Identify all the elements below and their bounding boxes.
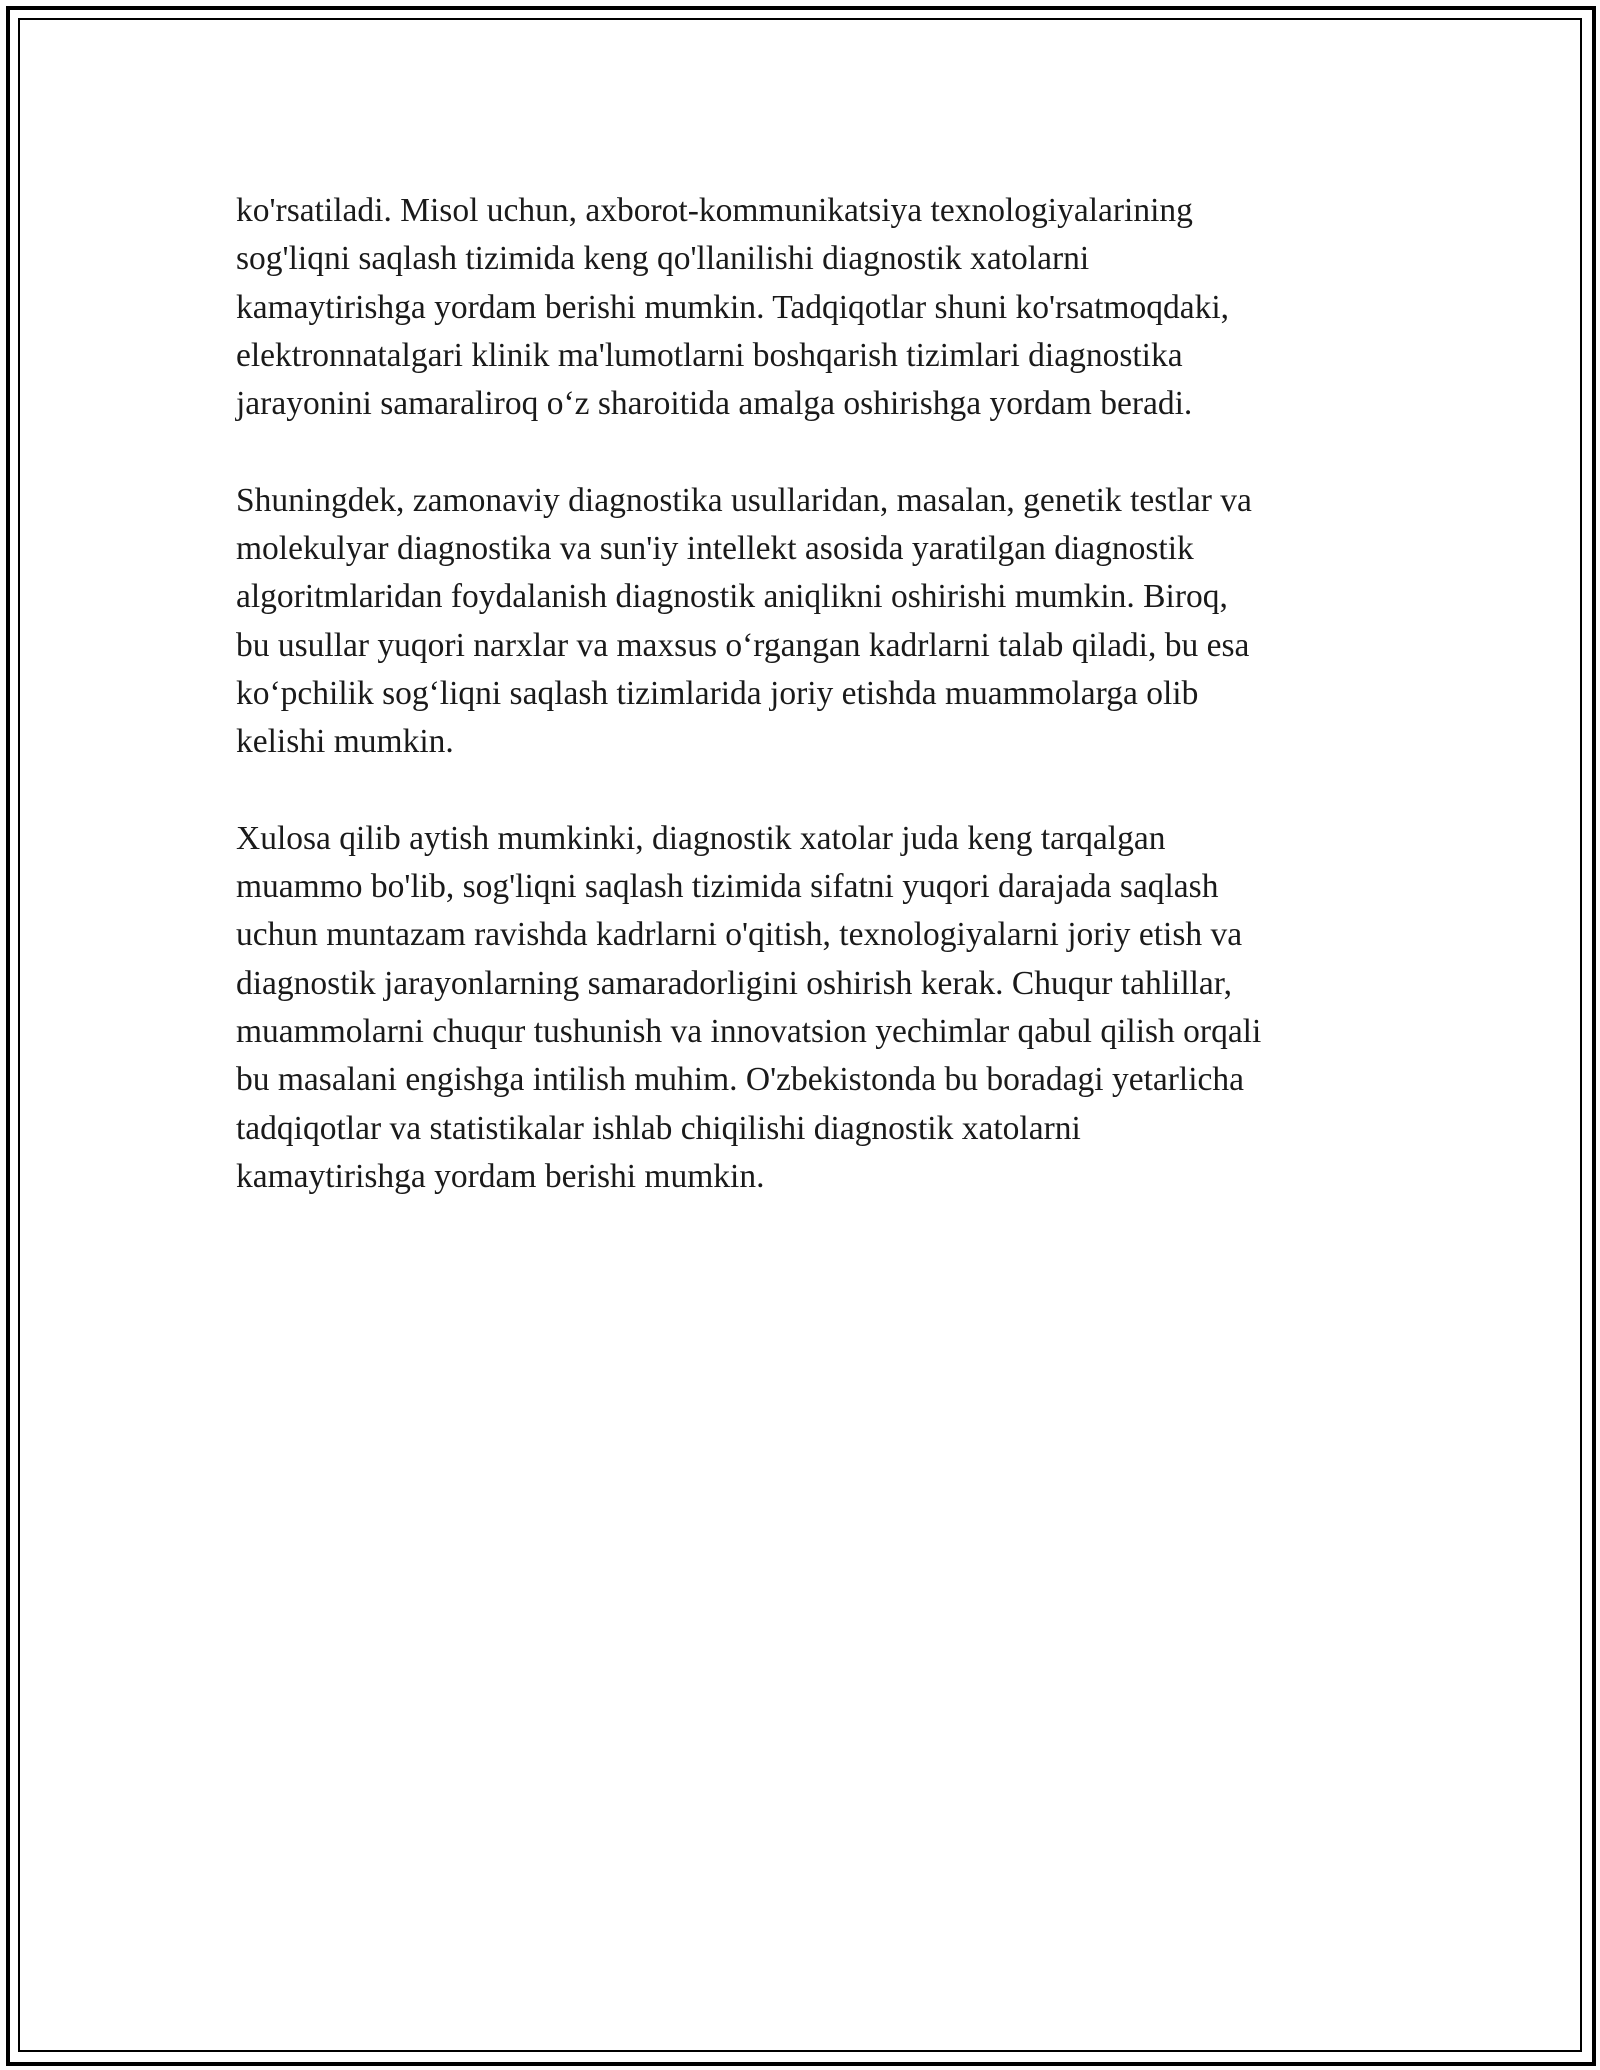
paragraph-2 — [236, 477, 1416, 767]
document-body — [236, 187, 1416, 1250]
text-line: muammolarni chuqur tushunish va innovatsion yechimlar qabul qilish orqali — [236, 1013, 1262, 1051]
text-line: tadqiqotlar va statistikalar ishlab chiqilishi diagnostik xatolarni — [236, 1109, 1081, 1147]
text-line: Shuningdek, zamonaviy diagnostika usullaridan, masalan, genetik testlar va — [236, 481, 1252, 519]
paragraph-3 — [236, 815, 1416, 1201]
text-line: muammo bo'lib, sog'liqni saqlash tizimida sifatni yuqori darajada saqlash — [236, 868, 1219, 906]
text-line: uchun muntazam ravishda kadrlarni o'qitish, texnologiyalarni joriy etish va — [236, 916, 1243, 954]
text-line: bu masalani engishga intilish muhim. O'zbekistonda bu boradagi yetarlicha — [236, 1061, 1245, 1099]
text-line: kamaytirishga yordam berishi mumkin. — [236, 1157, 765, 1195]
text-line: molekulyar diagnostika va sun'iy intellekt asosida yaratilgan diagnostik — [236, 530, 1194, 568]
text-line: Xulosa qilib aytish mumkinki, diagnostik xatolar juda keng tarqalgan — [236, 819, 1166, 857]
text-line: sog'liqni saqlash tizimida keng qo'llanilishi diagnostik xatolarni — [236, 240, 1090, 278]
text-line: algoritmlaridan foydalanish diagnostik aniqlikni oshirishi mumkin. Biroq, — [236, 578, 1228, 616]
text-line: ko'rsatiladi. Misol uchun, axborot-kommunikatsiya texnologiyalarining — [236, 192, 1193, 229]
text-line: kelishi mumkin. — [236, 723, 454, 761]
text-line: jarayonini samaraliroq oʻz sharoitida amalga oshirishga yordam beradi. — [236, 385, 1193, 423]
text-line: elektronnatalgari klinik ma'lumotlarni boshqarish tizimlari diagnostika — [236, 336, 1183, 374]
text-line: bu usullar yuqori narxlar va maxsus oʻrgangan kadrlarni talab qiladi, bu esa — [236, 626, 1250, 664]
text-line: diagnostik jarayonlarning samaradorligini oshirish kerak. Chuqur tahlillar, — [236, 964, 1232, 1002]
text-line: kamaytirishga yordam berishi mumkin. Tadqiqotlar shuni ko'rsatmoqdaki, — [236, 288, 1230, 326]
text-line: koʻpchilik sogʻliqni saqlash tizimlarida joriy etishda muammolarga olib — [236, 674, 1199, 712]
paragraph-1 — [236, 187, 1416, 428]
